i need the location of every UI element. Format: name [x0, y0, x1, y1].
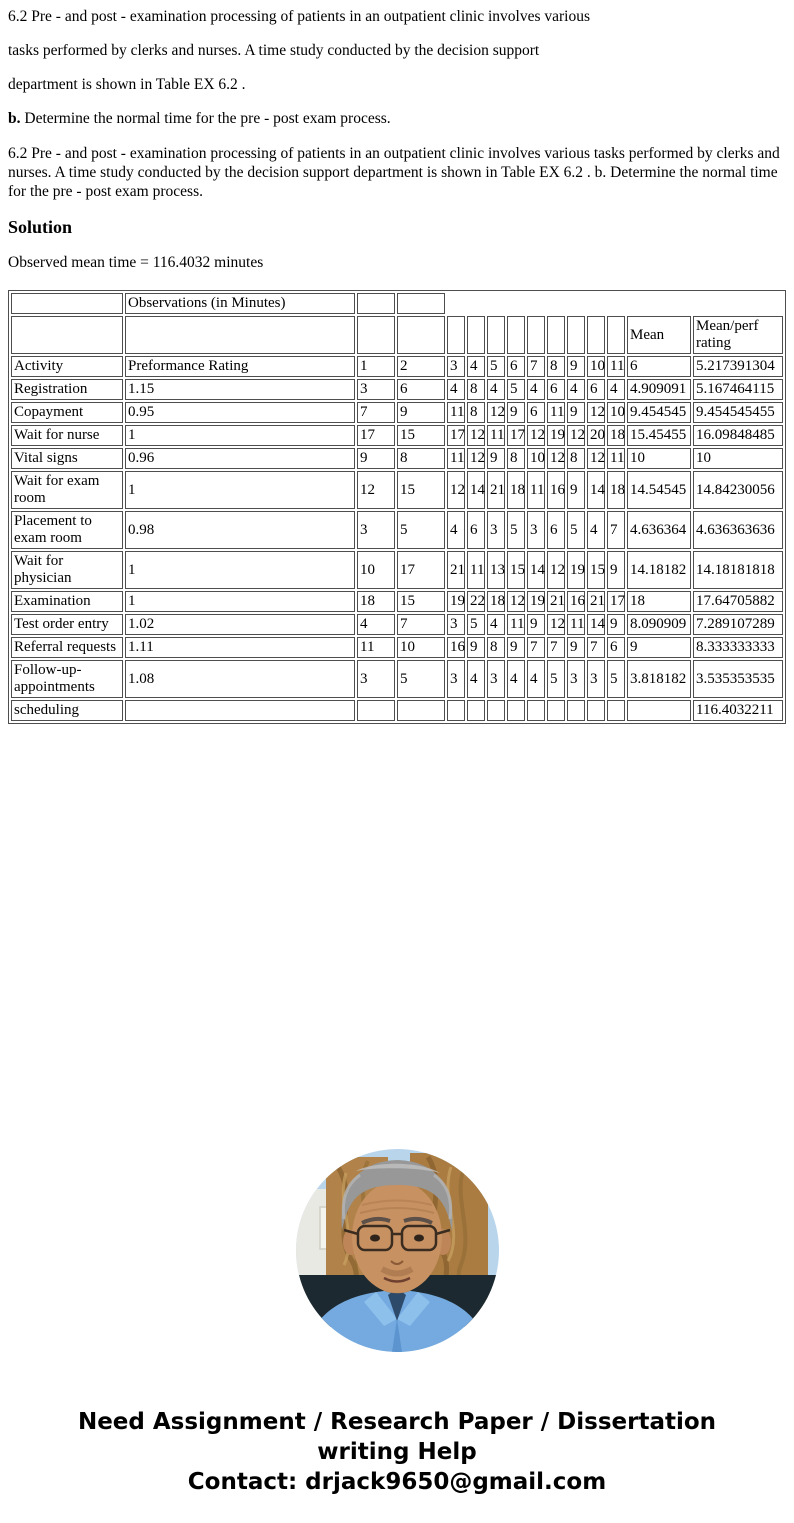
observation-cell: 5: [507, 511, 525, 549]
observation-cell: 11: [607, 448, 625, 469]
observation-cell: 11: [547, 402, 565, 423]
observation-cell: 9: [357, 448, 395, 469]
footer-line-2: writing Help: [317, 1439, 477, 1465]
question-marker: b.: [8, 110, 21, 127]
observation-cell: 6: [607, 637, 625, 658]
mean-cell: 6: [627, 356, 691, 377]
activity-cell: Test order entry: [11, 614, 123, 635]
table-row: [11, 448, 783, 469]
observation-cell: 18: [487, 591, 505, 612]
observation-cell: 4: [587, 511, 605, 549]
observation-cell: 4: [487, 379, 505, 400]
observation-cell: 8: [467, 379, 485, 400]
observation-cell: 20: [587, 425, 605, 446]
observation-cell: [607, 700, 625, 721]
mean-perf-cell: 8.333333333: [693, 637, 783, 658]
mean-perf-header-cell: Mean/perf rating: [693, 316, 783, 354]
observation-cell: 9: [607, 614, 625, 635]
activity-cell: Placement to exam room: [11, 511, 123, 549]
observation-cell: 8: [547, 356, 565, 377]
observation-cell: 18: [607, 471, 625, 509]
observation-cell: 12: [527, 425, 545, 446]
rating-cell: 1: [125, 551, 355, 589]
observation-cell: 3: [567, 660, 585, 698]
mean-perf-cell: 14.84230056: [693, 471, 783, 509]
activity-cell: Follow-up-appointments: [11, 660, 123, 698]
observation-cell: [527, 700, 545, 721]
observation-cell: 6: [547, 511, 565, 549]
observation-cell: 15: [507, 551, 525, 589]
observation-cell: 11: [467, 551, 485, 589]
observation-cell: 7: [527, 637, 545, 658]
mean-perf-cell: 9.454545455: [693, 402, 783, 423]
rating-cell: [125, 700, 355, 721]
activity-cell: Copayment: [11, 402, 123, 423]
observation-cell: 21: [447, 551, 465, 589]
activity-cell: Activity: [11, 356, 123, 377]
observation-cell: 14: [587, 614, 605, 635]
header-blank-cell: [547, 316, 565, 354]
observation-cell: 19: [547, 425, 565, 446]
observation-cell: 15: [397, 591, 445, 612]
observation-cell: 9: [487, 448, 505, 469]
intro-line-1: 6.2 Pre - and post - examination processing of patients in an outpatient clinic involves various: [8, 8, 590, 25]
activity-cell: Referral requests: [11, 637, 123, 658]
observation-cell: 4: [447, 511, 465, 549]
observation-cell: 19: [567, 551, 585, 589]
observation-cell: 17: [607, 591, 625, 612]
mean-perf-cell: 4.636363636: [693, 511, 783, 549]
rating-cell: 0.95: [125, 402, 355, 423]
observation-cell: 3: [527, 511, 545, 549]
observation-cell: 19: [527, 591, 545, 612]
observation-cell: 22: [467, 591, 485, 612]
mean-perf-cell: 116.4032211: [693, 700, 783, 721]
activity-cell: Vital signs: [11, 448, 123, 469]
observation-cell: 12: [467, 448, 485, 469]
mean-cell: 14.18182: [627, 551, 691, 589]
observation-cell: 17: [507, 425, 525, 446]
observed-mean-line: Observed mean time = 116.4032 minutes: [8, 254, 264, 271]
mean-cell: 18: [627, 591, 691, 612]
observation-cell: 9: [607, 551, 625, 589]
observation-cell: 4: [567, 379, 585, 400]
observation-cell: 2: [397, 356, 445, 377]
observation-cell: 11: [487, 425, 505, 446]
mean-cell: 3.818182: [627, 660, 691, 698]
mean-cell: 15.45455: [627, 425, 691, 446]
header-blank-cell: [357, 316, 395, 354]
promo-footer: [8, 1407, 786, 1497]
rating-cell: 0.98: [125, 511, 355, 549]
table-row: [11, 700, 783, 721]
mean-perf-cell: 17.64705882: [693, 591, 783, 612]
observation-cell: 14: [587, 471, 605, 509]
observation-cell: 7: [547, 637, 565, 658]
observation-cell: 12: [507, 591, 525, 612]
observation-cell: 10: [357, 551, 395, 589]
observation-cell: 4: [467, 356, 485, 377]
table-row: [11, 402, 783, 423]
mean-perf-cell: 14.18181818: [693, 551, 783, 589]
observation-cell: 12: [357, 471, 395, 509]
observation-cell: 12: [467, 425, 485, 446]
observation-cell: 9: [567, 402, 585, 423]
observation-cell: 16: [567, 591, 585, 612]
observation-cell: 3: [487, 660, 505, 698]
tutor-photo-container: [8, 1149, 786, 1357]
observation-cell: 11: [527, 471, 545, 509]
observation-cell: 5: [607, 660, 625, 698]
observation-cell: 12: [547, 614, 565, 635]
observation-cell: 4: [507, 660, 525, 698]
observation-cell: [547, 700, 565, 721]
observation-cell: 3: [357, 511, 395, 549]
observation-cell: 7: [587, 637, 605, 658]
time-study-table: [8, 290, 786, 724]
mean-cell: 4.909091: [627, 379, 691, 400]
observation-cell: [357, 700, 395, 721]
table-row: [11, 637, 783, 658]
observation-cell: 3: [487, 511, 505, 549]
observation-cell: [587, 700, 605, 721]
tutor-photo: [296, 1149, 499, 1352]
observation-cell: 6: [587, 379, 605, 400]
header-blank-cell: [11, 293, 123, 314]
mean-cell: [627, 700, 691, 721]
observation-cell: 12: [547, 551, 565, 589]
header-blank-cell: [125, 316, 355, 354]
observation-cell: 3: [447, 356, 465, 377]
table-row: [11, 614, 783, 635]
observation-cell: 3: [587, 660, 605, 698]
observation-cell: 5: [547, 660, 565, 698]
observation-cell: 11: [447, 448, 465, 469]
observation-cell: 12: [567, 425, 585, 446]
header-blank-cell: [11, 316, 123, 354]
header-blank-cell: [607, 316, 625, 354]
observation-cell: 8: [507, 448, 525, 469]
question-text: Determine the normal time for the pre - post exam process.: [24, 110, 391, 127]
observation-cell: 15: [587, 551, 605, 589]
observation-cell: 9: [397, 402, 445, 423]
header-blank-cell: [357, 293, 395, 314]
header-blank-cell: [447, 316, 465, 354]
table-row: [11, 591, 783, 612]
rating-cell: 1.11: [125, 637, 355, 658]
rating-cell: 1.15: [125, 379, 355, 400]
restated-paragraph: 6.2 Pre - and post - examination processing of patients in an outpatient clinic involves various tasks performed by clerks and nurses. A time study conducted by the decision support department is shown in Table EX 6.2 . b. Determine the normal time for the pre - post exam process.: [8, 145, 780, 200]
observation-cell: 3: [357, 379, 395, 400]
header-blank-cell: [567, 316, 585, 354]
rating-cell: 1: [125, 471, 355, 509]
observation-cell: [487, 700, 505, 721]
header-blank-cell: [487, 316, 505, 354]
observation-cell: 12: [587, 402, 605, 423]
observation-cell: 1: [357, 356, 395, 377]
rating-cell: 1.02: [125, 614, 355, 635]
observation-cell: 9: [567, 637, 585, 658]
observation-cell: 13: [487, 551, 505, 589]
activity-cell: Registration: [11, 379, 123, 400]
mean-cell: 4.636364: [627, 511, 691, 549]
activity-cell: Examination: [11, 591, 123, 612]
table-header-row-1: [11, 293, 783, 314]
observation-cell: 11: [607, 356, 625, 377]
observation-cell: [447, 700, 465, 721]
activity-cell: Wait for physician: [11, 551, 123, 589]
observation-cell: 21: [487, 471, 505, 509]
observation-cell: 8: [467, 402, 485, 423]
observation-cell: 11: [357, 637, 395, 658]
observation-cell: 14: [467, 471, 485, 509]
mean-perf-cell: 5.167464115: [693, 379, 783, 400]
observation-cell: 11: [567, 614, 585, 635]
observation-cell: 3: [447, 660, 465, 698]
observation-cell: 12: [587, 448, 605, 469]
mean-perf-cell: 5.217391304: [693, 356, 783, 377]
observation-cell: 7: [357, 402, 395, 423]
observation-cell: 3: [447, 614, 465, 635]
table-row: [11, 379, 783, 400]
observation-cell: 6: [397, 379, 445, 400]
mean-header-cell: Mean: [627, 316, 691, 354]
observation-cell: 15: [397, 425, 445, 446]
mean-cell: 8.090909: [627, 614, 691, 635]
header-blank-cell: [467, 316, 485, 354]
activity-cell: Wait for exam room: [11, 471, 123, 509]
observation-cell: 7: [397, 614, 445, 635]
observation-cell: 17: [447, 425, 465, 446]
activity-cell: scheduling: [11, 700, 123, 721]
rating-cell: 1: [125, 425, 355, 446]
table-row: [11, 551, 783, 589]
observation-cell: 5: [567, 511, 585, 549]
observation-cell: 17: [357, 425, 395, 446]
observation-cell: 6: [527, 402, 545, 423]
observation-cell: [467, 700, 485, 721]
observation-cell: 4: [357, 614, 395, 635]
mean-perf-cell: 7.289107289: [693, 614, 783, 635]
activity-cell: Wait for nurse: [11, 425, 123, 446]
observation-cell: 14: [527, 551, 545, 589]
observation-cell: 4: [487, 614, 505, 635]
table-row: [11, 471, 783, 509]
observation-cell: 18: [507, 471, 525, 509]
observation-cell: 21: [587, 591, 605, 612]
mean-perf-cell: 16.09848485: [693, 425, 783, 446]
observation-cell: 9: [527, 614, 545, 635]
header-blank-cell: [397, 293, 445, 314]
observation-cell: 18: [357, 591, 395, 612]
observation-cell: 4: [467, 660, 485, 698]
observation-cell: 11: [507, 614, 525, 635]
observation-cell: [567, 700, 585, 721]
observation-cell: 9: [567, 471, 585, 509]
observation-cell: 19: [447, 591, 465, 612]
mean-perf-cell: 10: [693, 448, 783, 469]
question-line: [8, 110, 786, 128]
observation-cell: 15: [397, 471, 445, 509]
mean-cell: 10: [627, 448, 691, 469]
observation-cell: 12: [547, 448, 565, 469]
observation-cell: 6: [547, 379, 565, 400]
observation-cell: 7: [527, 356, 545, 377]
table-row: [11, 511, 783, 549]
observation-cell: 8: [567, 448, 585, 469]
rating-cell: Preformance Rating: [125, 356, 355, 377]
mean-cell: 14.54545: [627, 471, 691, 509]
observation-cell: 11: [447, 402, 465, 423]
intro-line-3: department is shown in Table EX 6.2 .: [8, 76, 246, 93]
table-header-row-2: [11, 316, 783, 354]
observation-cell: 5: [397, 660, 445, 698]
mean-cell: 9: [627, 637, 691, 658]
observation-cell: [397, 700, 445, 721]
observation-cell: 21: [547, 591, 565, 612]
observation-cell: 4: [607, 379, 625, 400]
mean-perf-cell: 3.535353535: [693, 660, 783, 698]
observation-cell: 10: [527, 448, 545, 469]
rating-cell: 1.08: [125, 660, 355, 698]
table-row: [11, 660, 783, 698]
table-row: [11, 356, 783, 377]
observation-cell: 5: [397, 511, 445, 549]
header-blank-cell: [527, 316, 545, 354]
observation-cell: 10: [607, 402, 625, 423]
observation-cell: 10: [587, 356, 605, 377]
observation-cell: 12: [487, 402, 505, 423]
observation-cell: [507, 700, 525, 721]
observation-cell: 8: [487, 637, 505, 658]
solution-heading: Solution: [8, 217, 73, 237]
table-row: [11, 425, 783, 446]
observation-cell: 9: [507, 637, 525, 658]
rating-cell: 0.96: [125, 448, 355, 469]
observation-cell: 12: [447, 471, 465, 509]
footer-line-1: Need Assignment / Research Paper / Dissertation: [77, 1409, 717, 1435]
header-blank-cell: [587, 316, 605, 354]
observation-cell: 5: [507, 379, 525, 400]
observation-cell: 18: [607, 425, 625, 446]
observation-cell: 9: [567, 356, 585, 377]
mean-cell: 9.454545: [627, 402, 691, 423]
observation-cell: 3: [357, 660, 395, 698]
observation-cell: 5: [487, 356, 505, 377]
observation-cell: 16: [447, 637, 465, 658]
observation-cell: 4: [527, 379, 545, 400]
observation-cell: 7: [607, 511, 625, 549]
observation-cell: 16: [547, 471, 565, 509]
observation-cell: 10: [397, 637, 445, 658]
observation-cell: 6: [507, 356, 525, 377]
observation-cell: 4: [447, 379, 465, 400]
observation-cell: 9: [467, 637, 485, 658]
observation-cell: 17: [397, 551, 445, 589]
intro-line-2: tasks performed by clerks and nurses. A time study conducted by the decision support: [8, 42, 540, 59]
observation-cell: 5: [467, 614, 485, 635]
observation-cell: 9: [507, 402, 525, 423]
observation-cell: 8: [397, 448, 445, 469]
observation-cell: 6: [467, 511, 485, 549]
header-blank-cell: [397, 316, 445, 354]
rating-cell: 1: [125, 591, 355, 612]
footer-contact-line: Contact: drjack9650@gmail.com: [187, 1469, 607, 1495]
observation-cell: 4: [527, 660, 545, 698]
observations-header-cell: Observations (in Minutes): [125, 293, 355, 314]
header-blank-cell: [507, 316, 525, 354]
